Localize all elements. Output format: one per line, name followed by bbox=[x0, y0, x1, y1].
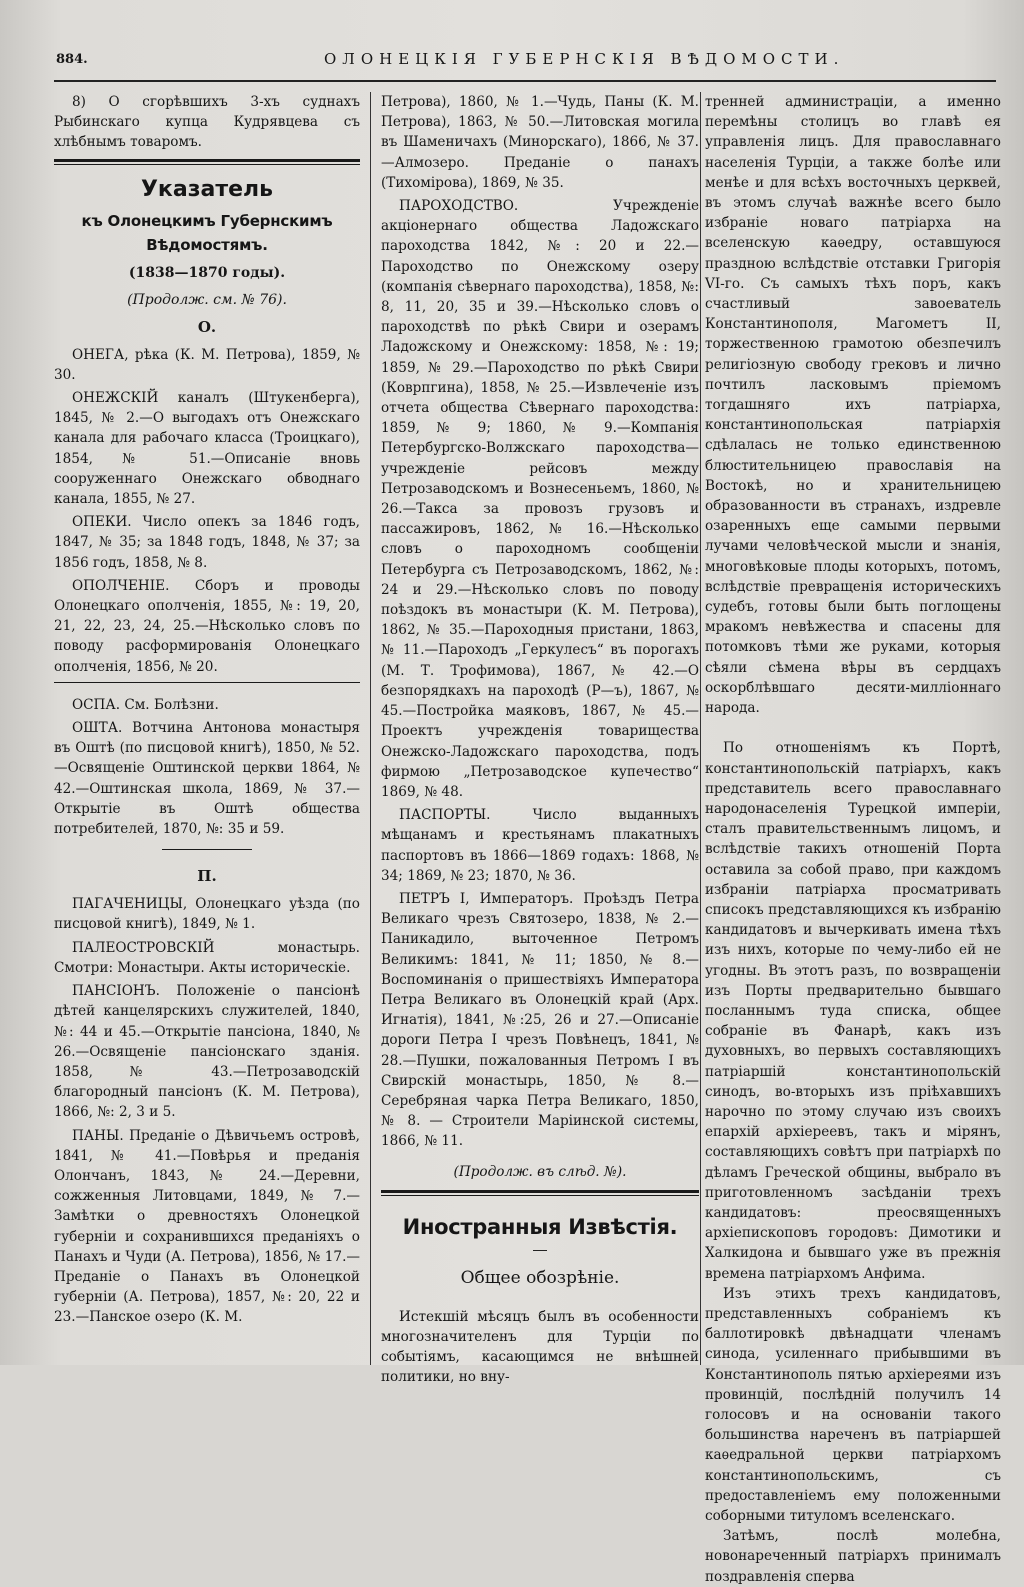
index-entry-parokhodstvo: ПАРОХОДСТВО. Учрежденіе акціонернаго общества Ладожскаго пароходства 1842, №: 20 и 22.—Пароходство по Онежскому озеру (компанія сѣвернаго пароходства), 1858, №: 8, 11, 20, 35 и 39.—Нѣсколько словъ о пароходствѣ по рѣкѣ Свири и озерамъ Ладожскому и Онежскому: 1858, №: 19; 1859, № 29.—Пароходство по рѣкѣ Свири (Коврпгина), 1858, № 25.—Извлеченіе изъ отчета общества Сѣвернаго пароходства: 1859, № 9; 1860, № 9.—Компанія Петербургско-Волжскаго пароходства—учрежденіе рейсовъ между Петрозаводскомъ и Вознесеньемъ, 1860, № 26.—Такса за провозъ грузовъ и пассажировъ, 1862, № 16.—Нѣсколько словъ о пароходномъ сообщеніи Петербурга съ Петрозаводскомъ, 1862, №: 24 и 29.—Нѣсколько словъ по поводу поѣздокъ въ монастыри (К. М. Петрова), 1862, № 35.—Пароходныя пристани, 1863, № 11.—Пароходъ „Геркулесъ“ въ порогахъ (М. Т. Трофимова), 1867, № 42.—О безпорядкахъ на пароходѣ (Р—ъ), 1867, № 45.—Постройка маяковъ, 1867, № 45.—Проектъ учрежденія товарищества Онежско-Ладожскаго пароходства, подъ фирмою „Петрозаводское купечество“ 1869, № 48. bbox=[381, 198, 699, 800]
article-paragraph: Изъ этихъ трехъ кандидатовъ, представленныхъ собраніемъ къ баллотировкѣ двѣнадцати членамъ синода, усиленнаго прибывшими въ Константинополь пятью архіереями изъ провинцій, послѣдній получилъ 14 голосовъ и на основаніи такого большинства нареченъ въ патріаршей каѳедральной церкви патріархомъ константинопольскимъ, съ предоставленіемъ ему положенными соборными титуломъ вселенскаго. bbox=[705, 1285, 1001, 1525]
article-paragraph: тренней администраціи, а именно перемѣны столицъ во главѣ ея управленія лицъ. Для православнаго населенія Турціи, а также болѣе или менѣе и для всѣхъ восточныхъ церквей, въ этомъ случаѣ важнѣе всего было избраніе новаго патріарха на вселенскую каѳедру, оставшуюся праздною вслѣдствіе отставки Григорія VI-го. Съ самыхъ тѣхъ поръ, какъ счастливый завоеватель Константинополя, Магометъ II, торжественною грамотою обезпечилъ религіозную свободу грековъ и лично почтилъ ласковымъ пріемомъ тогдашняго ихъ патріарха, константинопольская патріархія сдѣлалась не только единственною блюстительницею православія на Востокѣ, но и хранительницею образованности въ странахъ, издревле озаренныхъ еще самыми первыми лучами человѣческой мысли и знанія, многовѣковые плоды которыхъ, потомъ, вслѣдствіе превращенія историческихъ судебъ, готовы были быть поглощены мракомъ невѣжества и спасены для потомковъ тѣми же руками, которыя сѣяли сѣмена вѣры въ сердцахъ оскорблѣвшаго десяти-милліоннаго народа. bbox=[705, 94, 1001, 717]
article-paragraph: Истекшій мѣсяцъ былъ въ особенности многозначителенъ для Турціи по событіямъ, касающимся не внѣшней политики, но вну- bbox=[381, 1308, 699, 1386]
index-subtitle: къ Олонецкимъ Губернскимъ Вѣдомостямъ. bbox=[81, 211, 333, 254]
intro-item: 8) О сгорѣвшихъ 3-хъ суднахъ Рыбинскаго купца Кудрявцева съ хлѣбнымъ товаромъ. bbox=[54, 94, 360, 151]
index-entry-paleostrovsky: ПАЛЕОСТРОВСКІЙ монастырь. Смотри: Монастыри. Акты историческіе. bbox=[54, 939, 360, 976]
column-divider bbox=[700, 92, 701, 1365]
column-right bbox=[705, 92, 1001, 1585]
index-entry-petr: ПЕТРЪ I, Императоръ. Проѣздъ Петра Великаго чрезъ Святозеро, 1838, № 2.—Паникадило, выточенное Петромъ Великимъ: 1841, № 11; 1850, № 8.—Воспоминанія о пришествіяхъ Императора Петра Великаго въ Олонецкій край (Арх. Игнатія), 1841, №:25, 26 и 27.—Описаніе дороги Петра I чрезъ Повѣнецъ, 1841, № 28.—Пушки, пожалованныя Петромъ I въ Свирскій монастырь, 1850, № 8.—Серебряная чарка Петра Великаго, 1850, № 8. — Строители Маріинской системы, 1866, № 11. bbox=[381, 890, 699, 1150]
article-paragraph: По отношеніямъ къ Портѣ, константинопольскій патріархъ, какъ представитель всего православнаго народонаселенія Турецкой имперіи, сталъ правительственнымъ лицомъ, и вслѣдствіе такихъ отношеній Порта оставила за собой право, при каждомъ избраніи патріарха просматривать списокъ представляющихся къ избранію кандидатовъ и вычеркивать имена тѣхъ изъ нихъ, которые по чему-либо ей не угодны. Въ этотъ разъ, по возвращеніи изъ Порты предварительно бывшаго посланнымъ туда списка, общее собраніе въ Фанарѣ, какъ изъ духовныхъ, во первыхъ составляющихъ патріаршій константинопольскій синодъ, во-вторыхъ изъ пріѣхавшихъ нарочно по этому случаю изъ своихъ епархій архіереевъ, такъ и мірянъ, составляющихъ совѣтъ при патріархѣ по дѣламъ Греческой общины, выбрало въ приготовленномъ засѣданіи трехъ кандидатовъ: преосвященныхъ архіепископовъ городовъ: Димотики и Халкидона и бывшаго уже въ прежнія времена патріархомъ Анфима. bbox=[705, 740, 1001, 1282]
column-divider bbox=[370, 92, 371, 1365]
column-middle bbox=[381, 92, 699, 1386]
index-entry-opeki: ОПЕКИ. Число опекъ за 1846 годъ, 1847, № 35; за 1848 годъ, 1848, № 37; за 1856 годъ, 1858, № 8. bbox=[54, 514, 360, 571]
section-subtitle: Общее обозрѣніе. bbox=[460, 1267, 620, 1288]
letter-heading-o: О. bbox=[197, 317, 217, 336]
rule bbox=[54, 682, 360, 683]
index-entry-pansion: ПАНСІОНЪ. Положеніе о пансіонѣ дѣтей канцелярскихъ служителей, 1840, №: 44 и 45.—Открытіе пансіона, 1840, № 26.—Освященіе пансіонскаго зданія. 1858, № 43.—Петрозаводскій благородный пансіонъ (К. М. Петрова), 1866, №: 2, 3 и 5. bbox=[54, 983, 360, 1121]
double-rule bbox=[54, 159, 360, 165]
short-rule bbox=[162, 849, 252, 850]
index-years: (1838—1870 годы). bbox=[128, 264, 286, 281]
page-header bbox=[54, 44, 996, 82]
index-title: Указатель bbox=[140, 176, 274, 202]
short-dash bbox=[533, 1250, 547, 1251]
index-entry-pany: ПАНЫ. Преданіе о Дѣвичьемъ островѣ, 1841, № 41.—Повѣрья и преданія Олончанъ, 1843, № 24.—Деревни, сожженныя Литовцами, 1849, № 7.—Замѣтки о древностяхъ Олонецкой губерніи и сохранившихся преданіяхъ о Панахъ и Чуди (А. Петрова), 1856, № 17.—Преданіе о Панахъ въ Олонецкой губерніи (А. Петрова), 1857, №: 20, 22 и 23.—Панское озеро (К. М. bbox=[54, 1127, 360, 1326]
index-entry-opolchenie: ОПОЛЧЕНІЕ. Сборъ и проводы Олонецкаго ополченія, 1855, №: 19, 20, 21, 22, 23, 24, 25.—Нѣсколько словъ по поводу расформированія Олонецкаго ополченія, 1856, № 20. bbox=[54, 577, 360, 675]
index-entry-onezhsky: ОНЕЖСКІЙ каналъ (Штукенберга), 1845, № 2.—О выгодахъ отъ Онежскаго канала для рабочаго класса (Троицкаго), 1854, № 51.—Описаніе вновь сооруженнаго Онежскаго обводнаго канала, 1855, № 27. bbox=[54, 390, 360, 508]
paragraph-gap bbox=[705, 718, 1001, 738]
index-entry-oshta: ОШТА. Вотчина Антонова монастыря въ Оштѣ (по писцовой книгѣ), 1850, № 52.—Освященіе Оштинской церкви 1864, № 42.—Оштинская школа, 1869, № 37.—Открытіе въ Оштѣ общества потребителей, 1870, №: 35 и 59. bbox=[54, 720, 360, 838]
column-left bbox=[54, 92, 360, 1365]
index-entry-pagachenitsy: ПАГАЧЕНИЦЫ, Олонецкаго уѣзда (по писцовой книгѣ), 1849, № 1. bbox=[54, 896, 360, 933]
section-title: Иностранныя Извѣстія. bbox=[402, 1214, 678, 1239]
index-entry-onega: ОНЕГА, рѣка (К. М. Петрова), 1859, № 30. bbox=[54, 346, 360, 383]
article-paragraph: Затѣмъ, послѣ молебна, новонареченный патріархъ принималъ поздравленія сперва bbox=[705, 1528, 1001, 1585]
index-continuation: (Продолж. см. № 76). bbox=[127, 291, 287, 308]
double-rule bbox=[381, 1190, 699, 1196]
masthead: ОЛОНЕЦКІЯ ГУБЕРНСКІЯ ВѢДОМОСТИ. bbox=[324, 50, 845, 68]
index-entry-ospa: ОСПА. См. Болѣзни. bbox=[72, 696, 219, 713]
letter-heading-p: П. bbox=[197, 867, 217, 886]
page-number: 884. bbox=[56, 52, 88, 67]
continued-note: (Продолж. въ слѣд. №). bbox=[453, 1163, 627, 1180]
index-entry-pasporty: ПАСПОРТЫ. Число выданныхъ мѣщанамъ и крестьянамъ плакатныхъ паспортовъ въ 1866—1869 годахъ: 1868, № 34; 1869, № 23; 1870, № 36. bbox=[381, 807, 699, 884]
index-entry-pany-continued: Петрова), 1860, № 1.—Чудь, Паны (К. М. Петрова), 1863, № 50.—Литовская могила въ Шаменичахъ (Минорскаго), 1866, № 37.—Алмозеро. Преданіе о панахъ (Тихомірова), 1869, № 35. bbox=[381, 94, 699, 191]
